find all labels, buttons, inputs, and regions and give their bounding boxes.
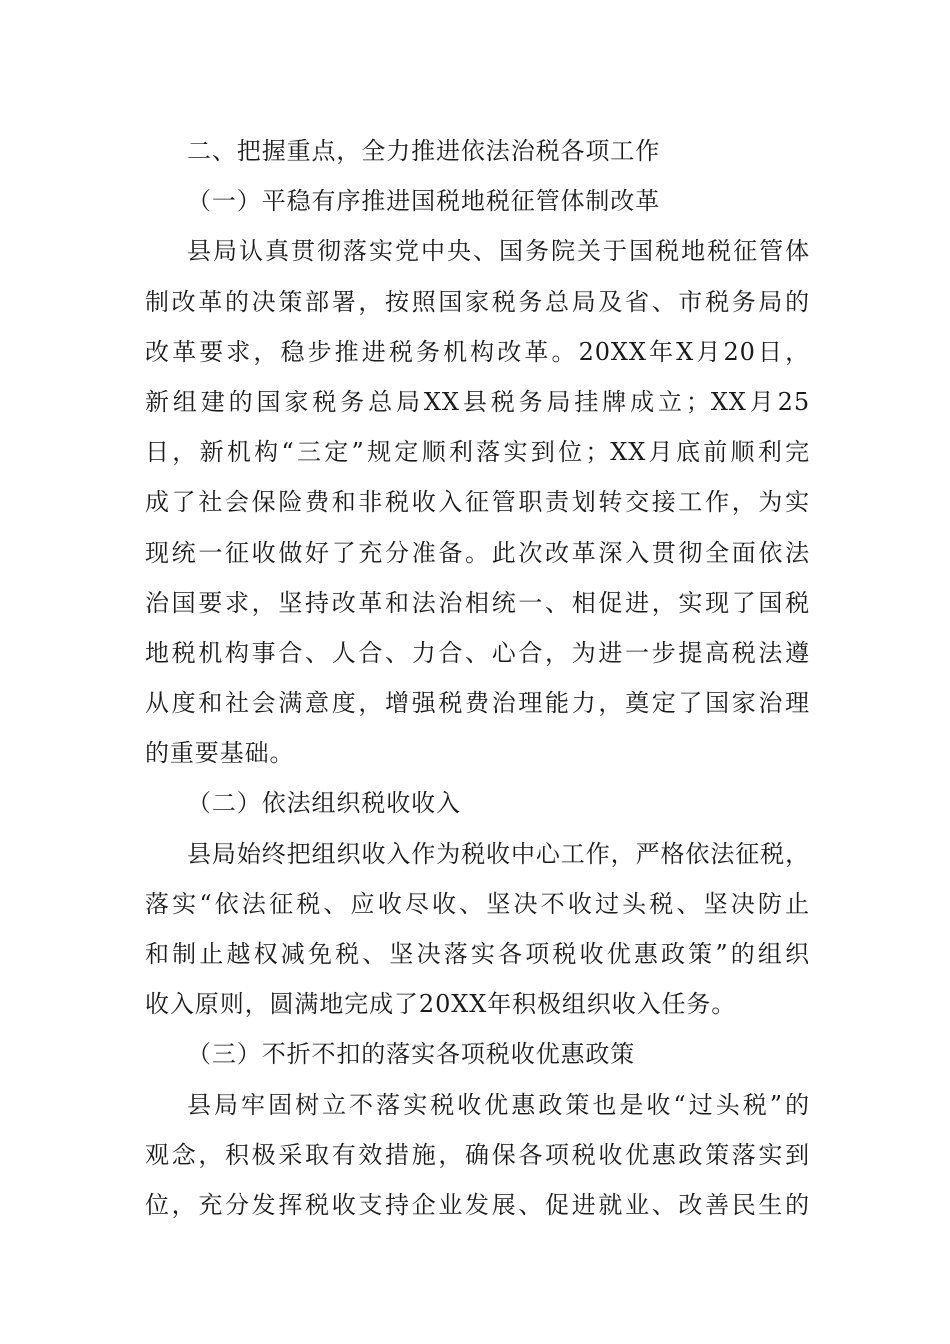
paragraph-line: 和制止越权减免税、坚决落实各项税收优惠政策”的组织 [145,940,810,968]
main-heading: 二、把握重点，全力推进依法治税各项工作 [187,137,661,165]
paragraph-line: 现统一征收做好了充分准备。此次改革深入贯彻全面依法 [145,538,810,567]
paragraph-line: 县局认真贯彻落实党中央、国务院关于国税地税征管体 [187,237,810,266]
paragraph-line: 的重要基础。 [145,739,295,768]
section-title-1: （一）平稳有序推进国税地税征管体制改革 [187,187,661,216]
paragraph-line: 观念，积极采取有效措施，确保各项税收优惠政策落实到 [145,1140,810,1169]
section-title-2: （二）依法组织税收收入 [187,789,461,818]
paragraph-line: 县局牢固树立不落实税收优惠政策也是收“过头税”的 [187,1090,810,1119]
paragraph-line: 落实“依法征税、应收尽收、坚决不收过头税、坚决防止 [145,889,810,918]
paragraph-line: 地税机构事合、人合、力合、心合，为进一步提高税法遵 [145,638,810,667]
paragraph-line: 从度和社会满意度，增强税费治理能力，奠定了国家治理 [145,689,810,718]
paragraph-line: 改革要求，稳步推进税务机构改革。20XX年X月20日， [145,337,810,366]
paragraph-line: 县局始终把组织收入作为税收中心工作，严格依法征税， [187,839,810,868]
section-title-3: （三）不折不扣的落实各项税收优惠政策 [187,1040,636,1069]
paragraph-line: 成了社会保险费和非税收入征管职责划转交接工作，为实 [145,488,810,517]
paragraph-line: 治国要求，坚持改革和法治相统一、相促进，实现了国税 [145,588,810,617]
paragraph-line: 位，充分发挥税收支持企业发展、促进就业、改善民生的 [145,1190,810,1219]
document-body [145,126,810,1230]
paragraph-line: 日，新机构“三定”规定顺利落实到位；XX月底前顺利完 [145,438,810,467]
paragraph-line: 制改革的决策部署，按照国家税务总局及省、市税务局的 [145,287,810,316]
paragraph-line: 收入原则，圆满地完成了20XX年积极组织收入任务。 [145,990,737,1019]
paragraph-line: 新组建的国家税务总局XX县税务局挂牌成立；XX月25 [145,387,810,416]
